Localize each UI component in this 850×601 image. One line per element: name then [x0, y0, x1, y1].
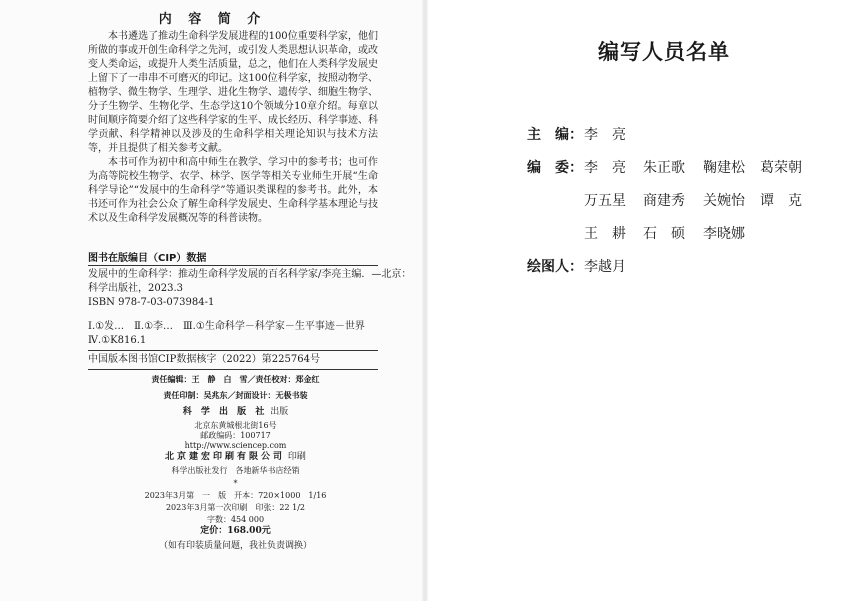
member-name: 李 亮 — [584, 160, 626, 176]
printer-logo: 北京建宏印刷有限公司 — [165, 452, 286, 462]
cip-line: ISBN 978-7-03-073984-1 — [88, 297, 215, 308]
classification-line: Ⅳ.①K816.1 — [88, 335, 147, 346]
cip-heading: 图书在版编目（CIP）数据 — [88, 253, 207, 264]
price: 定价：168.00元 — [200, 526, 271, 536]
illustrator-name: 李越月 — [584, 259, 626, 275]
cip-line: 科学出版社，2023.3 — [88, 283, 183, 294]
quality-note: （如有印装质量问题，我社负责调换） — [158, 541, 312, 551]
cip-bottom-rule — [88, 369, 378, 370]
member-name: 李晓娜 — [703, 226, 745, 242]
members-label: 编 委： — [527, 160, 583, 176]
word-count: 字数：454 000 — [206, 515, 265, 524]
illustrator-label: 绘图人： — [527, 259, 583, 275]
intro-paragraph: 本书可作为初中和高中师生在教学、学习中的参考书；也可作为高等院校生物学、农学、林学、医学等相关专业师生开展“生命科学导论”“发展中的生命科学”等通识类课程的参考书。此外，本书还可作为社会公众了解生命科学发展史、生命科学基本理论与技术以及生命科学发展概况等的科普读物。 — [88, 157, 378, 224]
distribution-line: 科学出版社发行 各地新华书店经销 — [171, 466, 300, 475]
intro-title: 内 容 简 介 — [158, 12, 267, 27]
member-name: 谭 克 — [760, 193, 802, 209]
publisher-suffix: 出版 — [267, 407, 289, 417]
book-gutter — [422, 0, 428, 601]
print-design-line: 责任印制：吴兆东／封面设计：无极书装 — [163, 390, 308, 400]
chief-editor-label: 主 编： — [527, 127, 583, 143]
cip-line: 发展中的生命科学：推动生命科学发展的百名科学家/李亮主编．—北京： — [88, 269, 412, 280]
printer-line — [88, 452, 383, 463]
postcode: 邮政编码：100717 — [200, 431, 271, 440]
member-name: 朱正歌 — [643, 160, 685, 176]
member-name: 石 硕 — [643, 226, 685, 242]
member-name: 关婉怡 — [703, 193, 745, 209]
impression-line: 2023年3月第一次印刷 印张：22 1/2 — [165, 503, 306, 512]
website: http://www.sciencep.com — [184, 441, 287, 450]
cip-top-rule — [88, 265, 378, 266]
cip-number: 中国版本图书馆CIP数据核字（2022）第225764号 — [88, 354, 320, 365]
publisher-logo: 科 学 出 版 社 — [182, 407, 268, 417]
member-name: 王 耕 — [584, 226, 626, 242]
edition-line: 2023年3月第 一 版 开本：720×1000 1/16 — [144, 491, 327, 500]
printer-suffix: 印刷 — [285, 452, 306, 462]
editors-line: 责任编辑：王 静 白 雪／责任校对：郑金红 — [151, 374, 320, 384]
member-name: 鞠建松 — [703, 160, 745, 176]
separator-star: * — [233, 479, 238, 488]
staff-list-page — [425, 0, 850, 601]
intro-paragraph: 本书遴选了推动生命科学发展进程的100位重要科学家，他们所做的事或开创生命科学之先河，或引发人类思想认识革命，或改变人类命运，或提升人类生活质量，总之，他们在人类科学发展史上留下了一串串不可磨灭的印记。这100位科学家，按照动物学、植物学、微生物学、生理学、进化生物学、遗传学、细胞生物学、分子生物学、生物化学、生态学这10个领域分10章介绍。每章以时间顺序简要介绍了这些科学家的生平、成长经历、科学事迹、科学贡献、科学精神以及涉及的生命科学相关理论知识与技术方法等，并且提供了相关参考文献。 — [88, 31, 378, 154]
staff-list-title: 编写人员名单 — [598, 40, 730, 64]
member-name: 商建秀 — [643, 193, 685, 209]
chief-editor-name: 李 亮 — [584, 127, 626, 143]
publisher-address: 北京东黄城根北街16号 — [194, 421, 277, 430]
member-name: 葛荣朝 — [760, 160, 802, 176]
cip-middle-rule — [88, 350, 378, 351]
classification-line: Ⅰ.①发… Ⅱ.①李… Ⅲ.①生命科学－科学家－生平事迹－世界 — [88, 321, 365, 332]
intro-body — [88, 30, 378, 226]
member-name: 万五星 — [584, 193, 626, 209]
publisher-line — [88, 407, 383, 418]
